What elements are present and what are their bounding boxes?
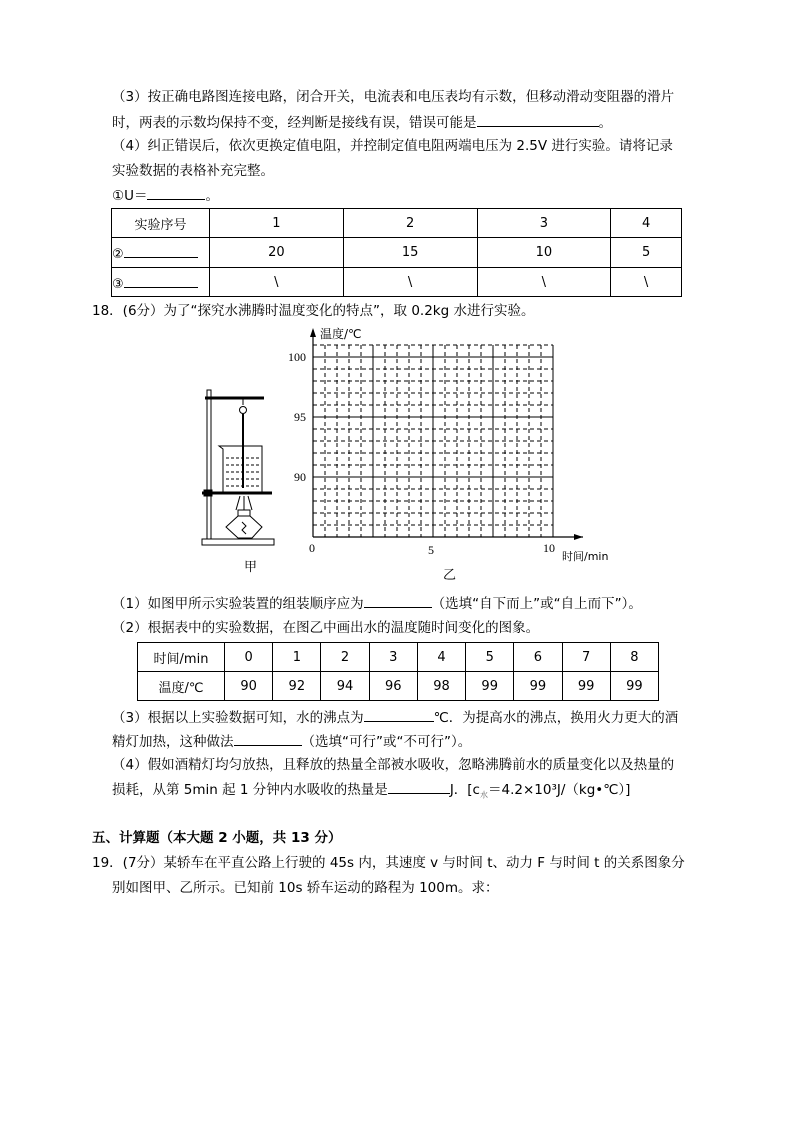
answer-blank bbox=[364, 707, 434, 722]
beaker bbox=[219, 446, 262, 492]
cell: 94 bbox=[321, 672, 369, 701]
text: ② bbox=[112, 247, 124, 262]
thermometer-bulb-top bbox=[240, 407, 247, 414]
text: ℃．为提高水的沸点，换用火力更大的酒 bbox=[433, 710, 679, 726]
cell: 8 bbox=[610, 643, 658, 672]
q18-part1 bbox=[112, 593, 642, 614]
cell: 2 bbox=[343, 209, 477, 238]
q19-line2: 别如图甲、乙所示。已知前 10s 轿车运动的路程为 100m。求： bbox=[112, 880, 499, 896]
cell: 96 bbox=[369, 672, 417, 701]
y-axis-arrow-icon bbox=[310, 328, 316, 337]
subscript: 水 bbox=[479, 790, 488, 800]
x-tick-0: 0 bbox=[309, 541, 315, 555]
cell: 0 bbox=[225, 643, 273, 672]
cell: 时间/min bbox=[138, 643, 225, 672]
text: （3）根据以上实验数据可知，水的沸点为 bbox=[112, 710, 364, 726]
q17-part3-line1: （3）按正确电路图连接电路，闭合开关，电流表和电压表均有示数，但移动滑动变阻器的滑片 bbox=[112, 89, 675, 105]
cell: 92 bbox=[273, 672, 321, 701]
q18-part3-line1 bbox=[112, 707, 678, 728]
cell: 15 bbox=[343, 238, 477, 268]
cell: 7 bbox=[562, 643, 610, 672]
x-tick-5: 5 bbox=[428, 543, 434, 557]
cell: 99 bbox=[610, 672, 658, 701]
q18-part4-line2 bbox=[112, 779, 630, 806]
y-tick-90: 90 bbox=[294, 470, 306, 484]
text: ③ bbox=[112, 276, 124, 292]
figure-a-caption: 甲 bbox=[244, 560, 258, 575]
base bbox=[202, 539, 274, 545]
cell: 99 bbox=[562, 672, 610, 701]
cell: \ bbox=[210, 268, 344, 297]
cell: 99 bbox=[466, 672, 514, 701]
text: （1）如图甲所示实验装置的组装顺序应为 bbox=[112, 596, 364, 612]
text: 。 bbox=[205, 188, 219, 204]
cell: 4 bbox=[611, 209, 682, 238]
cell: 99 bbox=[514, 672, 562, 701]
cell: 1 bbox=[210, 209, 344, 238]
answer-blank bbox=[388, 779, 450, 794]
cell: 4 bbox=[417, 643, 465, 672]
answer-blank bbox=[234, 731, 302, 746]
q18-part3-line2 bbox=[112, 731, 471, 752]
y-tick-100: 100 bbox=[288, 350, 306, 364]
q18-part4-line1: （4）假如酒精灯均匀放热，且释放的热量全部被水吸收，忽略沸腾前水的质量变化以及热量的 bbox=[112, 757, 675, 773]
stand-rod bbox=[207, 390, 211, 539]
lamp-neck bbox=[238, 510, 250, 516]
text: （选填“可行”或“不可行”）。 bbox=[301, 734, 472, 750]
cell: 20 bbox=[210, 238, 344, 268]
cell: 5 bbox=[611, 238, 682, 268]
cell: 3 bbox=[477, 209, 611, 238]
alcohol-lamp bbox=[226, 516, 262, 538]
cell: 10 bbox=[477, 238, 611, 268]
figure-b-caption: 乙 bbox=[443, 568, 457, 583]
cell: \ bbox=[611, 268, 682, 297]
q17-part4-line1: （4）纠正错误后，依次更换定值电阻，并控制定值电阻两端电压为 2.5V 进行实验。请将记录 bbox=[112, 138, 673, 154]
answer-blank bbox=[364, 593, 432, 608]
cell: 5 bbox=[466, 643, 514, 672]
section-5-title: 五、计算题（本大题 2 小题，共 13 分） bbox=[92, 830, 342, 846]
table-row bbox=[138, 672, 659, 701]
text: 精灯加热，这种做法 bbox=[112, 734, 234, 750]
x-tick-10: 10 bbox=[543, 541, 555, 555]
q18-data-table bbox=[137, 642, 659, 701]
text: J．[c bbox=[449, 782, 480, 798]
q18-part2: （2）根据表中的实验数据，在图乙中画出水的温度随时间变化的图象。 bbox=[112, 620, 540, 636]
q17-part4-line2: 实验数据的表格补充完整。 bbox=[112, 163, 274, 179]
q18-title: 18．(6分）为了“探究水沸腾时温度变化的特点”，取 0.2kg 水进行实验。 bbox=[92, 303, 535, 319]
cell: 2 bbox=[321, 643, 369, 672]
q19-line1: 19．(7分）某轿车在平直公路上行驶的 45s 内，其速度 v 与时间 t、动力 F 与时间 t 的关系图象分 bbox=[92, 855, 685, 871]
y-tick-95: 95 bbox=[294, 410, 306, 424]
cell: 90 bbox=[225, 672, 273, 701]
text: 时，两表的示数均保持不变，经判断是接线有误，错误可能是 bbox=[112, 115, 477, 131]
text: ①U＝ bbox=[112, 188, 148, 204]
cell: 1 bbox=[273, 643, 321, 672]
x-axis-arrow-icon bbox=[574, 534, 583, 540]
cell: \ bbox=[343, 268, 477, 297]
text: 损耗，从第 5min 起 1 分钟内水吸收的热量是 bbox=[112, 782, 388, 798]
y-axis-label: 温度/℃ bbox=[320, 327, 362, 341]
cell: 98 bbox=[417, 672, 465, 701]
cell: 温度/℃ bbox=[138, 672, 225, 701]
apparatus-figure bbox=[202, 390, 274, 545]
text: 。 bbox=[598, 115, 612, 131]
x-axis-label: 时间/min bbox=[562, 550, 609, 563]
cell: 6 bbox=[514, 643, 562, 672]
text: （选填“自下而上”或“自上而下”）。 bbox=[431, 596, 642, 612]
cell: 3 bbox=[369, 643, 417, 672]
text: ＝4.2×10³J/（kg•℃）] bbox=[487, 782, 631, 798]
cell: \ bbox=[477, 268, 611, 297]
temperature-time-chart bbox=[310, 328, 583, 540]
cell: 实验序号 bbox=[112, 209, 210, 238]
table-row bbox=[138, 643, 659, 672]
